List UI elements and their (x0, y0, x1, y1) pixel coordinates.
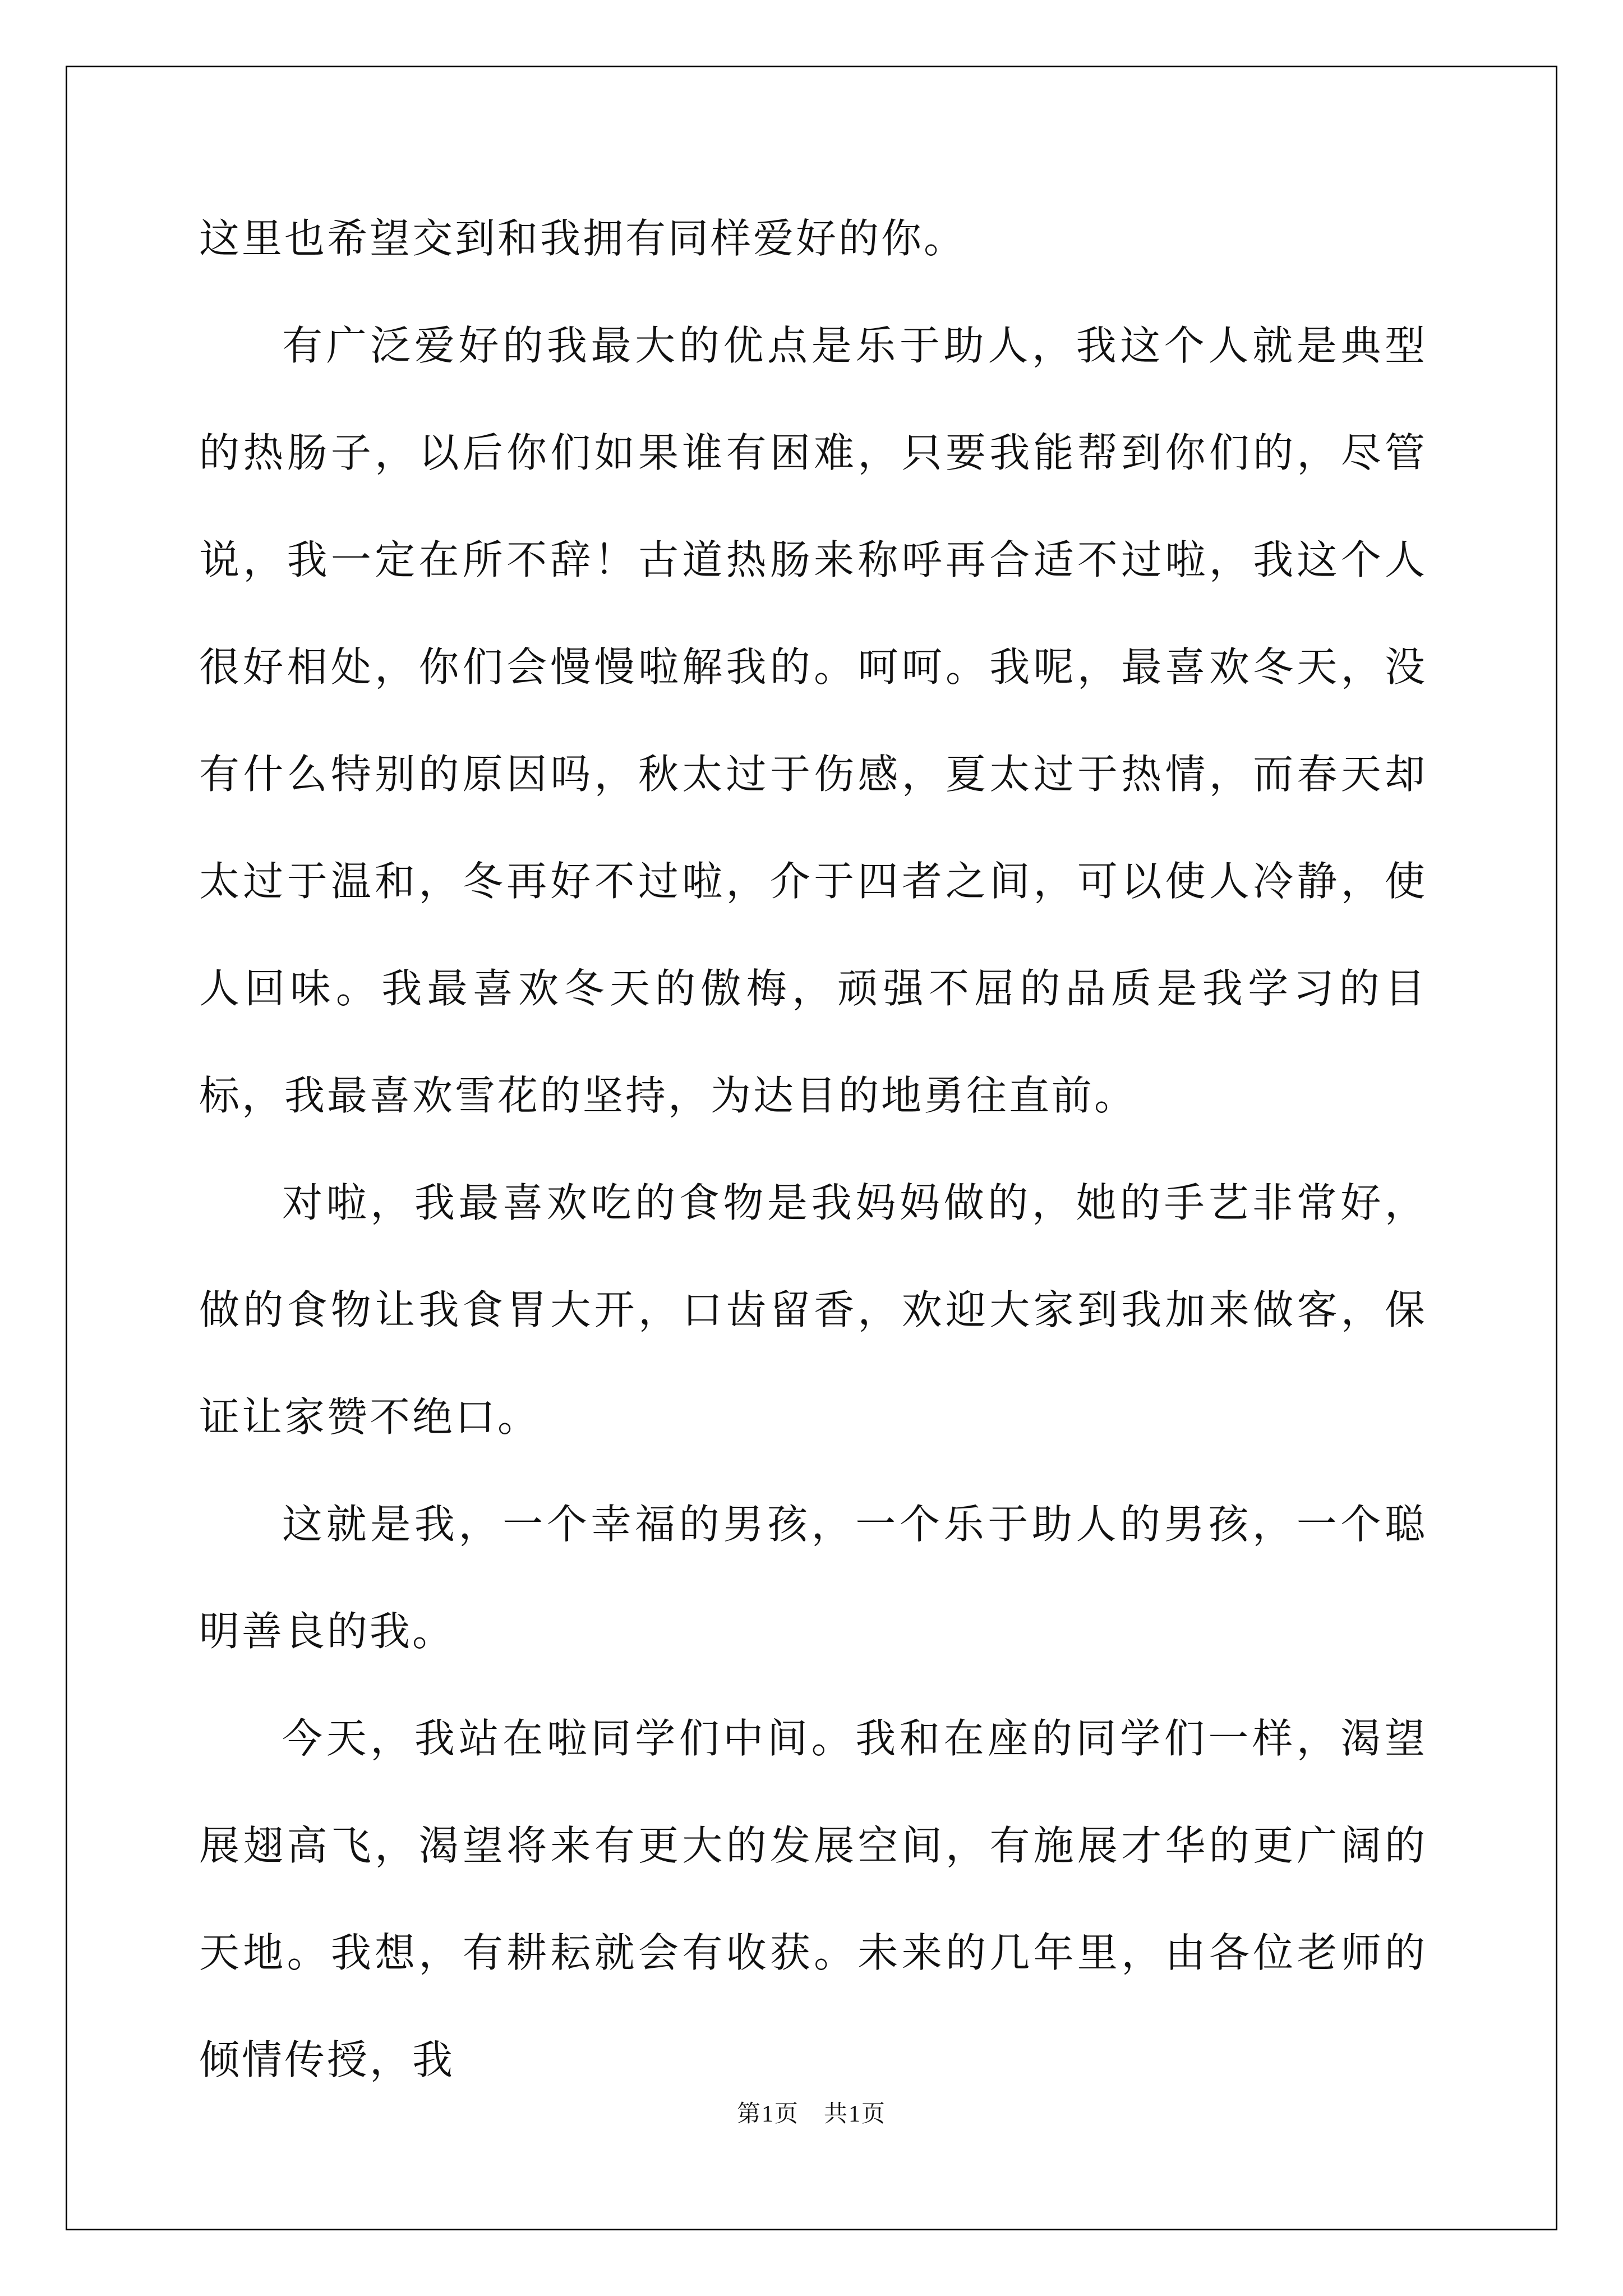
paragraph-5: 今天，我站在啦同学们中间。我和在座的同学们一样，渴望展翅高飞，渴望将来有更大的发展空间，有施展才华的更广阔的天地。我想，有耕耘就会有收获。未来的几年里，由各位老师的倾情传授，我 (199, 1715, 1427, 2083)
paragraph-1: 这里也希望交到和我拥有同样爱好的你。 (199, 215, 967, 262)
paragraph-4: 这就是我，一个幸福的男孩，一个乐于助人的男孩，一个聪明善良的我。 (199, 1501, 1427, 1655)
paragraph-2: 有广泛爱好的我最大的优点是乐于助人，我这个人就是典型的热肠子，以后你们如果谁有困难，只要我能帮到你们的，尽管说，我一定在所不辞！古道热肠来称呼再合适不过啦，我这个人很好相处，你们会慢慢啦解我的。呵呵。我呢，最喜欢冬天，没有什么特别的原因吗，秋太过于伤感，夏太过于热情，而春天却太过于温和，冬再好不过啦，介于四者之间，可以使人冷静，使人回味。我最喜欢冬天的傲梅，顽强不屈的品质是我学习的目标，我最喜欢雪花的坚持，为达目的地勇往直前。 (199, 322, 1427, 1119)
page-footer: 第1页 共1页 (736, 2101, 886, 2127)
document-body (199, 185, 1427, 2114)
paragraph-3: 对啦，我最喜欢吃的食物是我妈妈做的，她的手艺非常好，做的食物让我食胃大开，口齿留香，欢迎大家到我加来做客，保证让家赞不绝口。 (199, 1179, 1427, 1441)
